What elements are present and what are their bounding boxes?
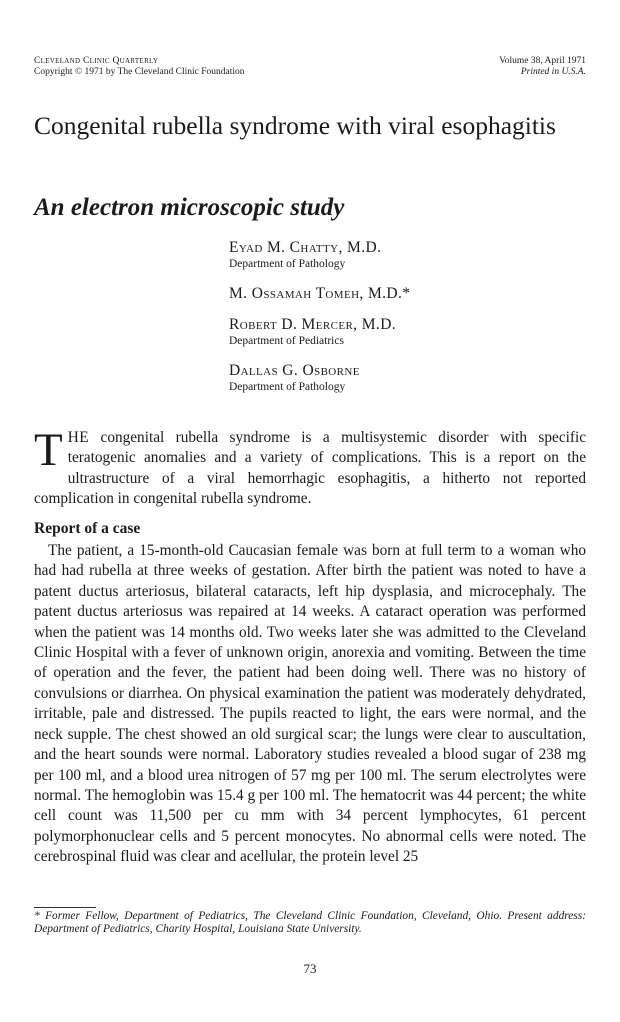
- journal-name: Cleveland Clinic Quarterly: [34, 56, 159, 66]
- author-name: Dallas G. Osborne: [229, 362, 360, 379]
- page-number: 73: [303, 961, 317, 976]
- author-entry: [229, 238, 569, 272]
- footnote-rule: [34, 907, 96, 908]
- footnote: * Former Fellow, Department of Pediatrics, The Cleveland Clinic Foundation, Cleveland, Ohio. Present address: Department of Pediatrics, Charity Hospital, Louisiana State University.: [34, 910, 586, 936]
- intro-text: congenital rubella syndrome is a multisystemic disorder with specific teratogenic anomalies and a variety of complications. This is a report on the ultrastructure of a viral hemorrhagic esophagitis, a hitherto not reported complication in congenital rubella syndrome.: [34, 429, 586, 508]
- author-entry: [229, 361, 569, 395]
- author-department: Department of Pathology: [229, 258, 346, 270]
- author-name: Eyad M. Chatty, M.D.: [229, 239, 382, 256]
- intro-paragraph: [34, 424, 586, 510]
- volume-line: Volume 38, April 1971: [499, 56, 586, 66]
- case-paragraph: The patient, a 15-month-old Caucasian female was born at full term to a woman who had had rubella at three weeks of gestation. After birth the patient was noted to have a patent ductus arteriosus, bilateral cataracts, left hip dysplasia, and microcephaly. The patent ductus arteriosus was repaired at 14 weeks. A cataract operation was performed when the patient was 14 months old. Two weeks later she was admitted to the Cleveland Clinic Hospital with a fever of unknown origin, anorexia and vomiting. Between the time of operation and the fever, the patient had been doing well. There was no history of convulsions or diarrhea. On physical examination the patient was moderately dehydrated, irritable, pale and distressed. The pupils reacted to light, the ears were normal, and the neck supple. The chest showed an old surgical scar; the lungs were clear to auscultation, and the heart sounds were normal. Laboratory studies revealed a blood sugar of 238 mg per 100 ml, and a blood urea nitrogen of 57 mg per 100 ml. The serum electrolytes were normal. The hemoglobin was 15.4 g per 100 ml. The hematocrit was 44 percent; the white cell count was 11,500 per cu mm with 34 percent lymphocytes, 61 percent polymorphonuclear cells and 5 percent monocytes. No abnormal cells were noted. The cerebrospinal fluid was clear and acellular, the protein level 25: [34, 542, 586, 866]
- author-department: Department of Pathology: [229, 381, 346, 393]
- section-heading: Report of a case: [34, 519, 141, 537]
- author-name: Robert D. Mercer, M.D.: [229, 316, 397, 333]
- drop-cap: T: [34, 424, 63, 476]
- intro-lead: HE: [67, 429, 90, 446]
- copyright-line: Copyright © 1971 by The Cleveland Clinic Foundation: [34, 67, 245, 77]
- author-department: Department of Pediatrics: [229, 335, 344, 347]
- running-head-left: [34, 56, 244, 78]
- author-entry: [229, 284, 569, 303]
- article-title: Congenital rubella syndrome with viral esophagitis: [34, 111, 556, 140]
- author-entry: [229, 315, 569, 349]
- printed-line: Printed in U.S.A.: [520, 67, 586, 77]
- running-head-right: [499, 56, 586, 78]
- author-list: [229, 238, 569, 407]
- article-body: [34, 424, 586, 868]
- article-subtitle: An electron microscopic study: [34, 194, 345, 221]
- author-name: M. Ossamah Tomeh, M.D.*: [229, 285, 411, 302]
